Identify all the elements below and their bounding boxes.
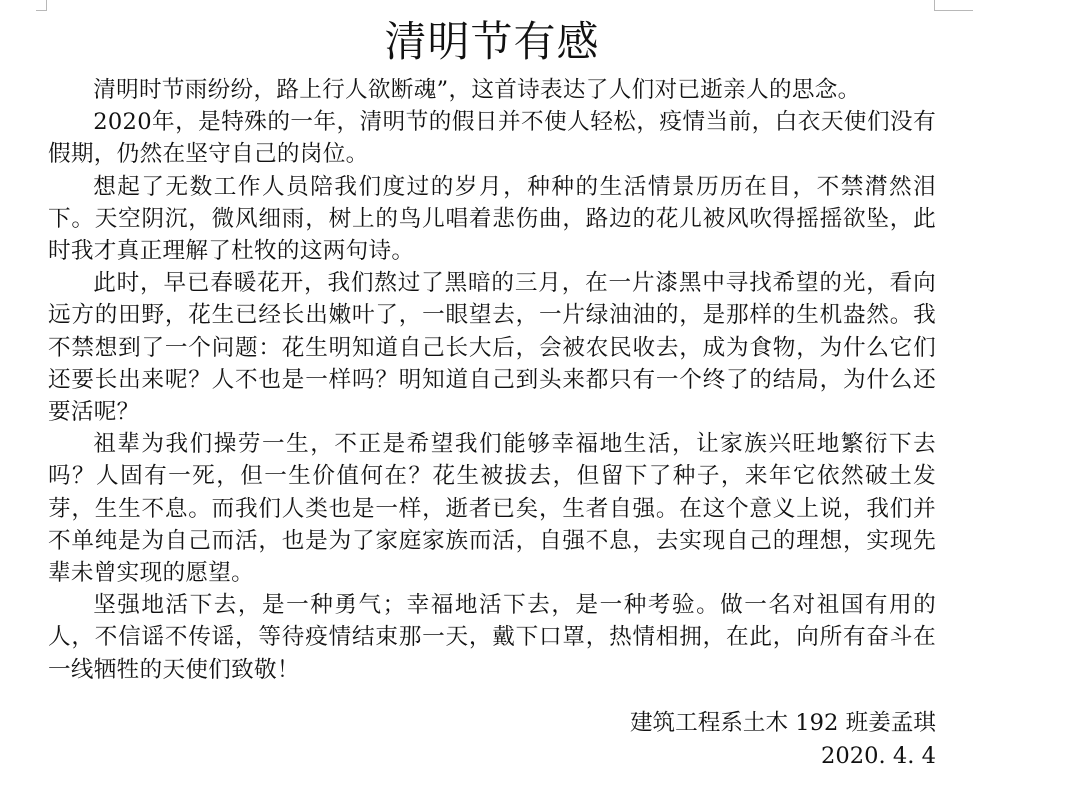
page-corner-marker-left bbox=[36, 0, 47, 11]
page-corner-marker-right bbox=[934, 0, 973, 11]
paragraph-6: 坚强地活下去，是一种勇气；幸福地活下去，是一种考验。做一名对祖国有用的人，不信谣不传谣，等待疫情结束那一天，戴下口罩，热情相拥，在此，向所有奋斗在一线牺牲的天使们致敬！ bbox=[48, 592, 936, 683]
document-body bbox=[48, 74, 936, 686]
paragraph-3: 想起了无数工作人员陪我们度过的岁月，种种的生活情景历历在目，不禁潸然泪下。天空阴沉，微风细雨，树上的鸟儿唱着悲伤曲，路边的花儿被风吹得摇摇欲坠，此时我才真正理解了杜牧的这两句诗。 bbox=[48, 173, 936, 265]
document-title: 清明节有感 bbox=[384, 17, 600, 66]
signature-date: 2020. 4. 4 bbox=[821, 743, 936, 769]
signature-block bbox=[630, 707, 936, 773]
paragraph-4: 此时，早已春暖花开，我们熬过了黑暗的三月，在一片漆黑中寻找希望的光，看向远方的田野，花生已经长出嫩叶了，一眼望去，一片绿油油的，是那样的生机盎然。我不禁想到了一个问题：花生明知道自己长大后，会被农民收去，成为食物，为什么它们还要长出来呢？人不也是一样吗？明知道自己到头来都只有一个终了的结局，为什么还要活呢？ bbox=[48, 270, 936, 426]
paragraph-2: 2020年，是特殊的一年，清明节的假日并不使人轻松，疫情当前，白衣天使们没有假期，仍然在坚守自己的岗位。 bbox=[48, 109, 936, 168]
paragraph-5: 祖辈为我们操劳一生，不正是希望我们能够幸福地生活，让家族兴旺地繁衍下去吗？人固有一死，但一生价值何在？花生被拔去，但留下了种子，来年它依然破土发芽，生生不息。而我们人类也是一样，逝者已矣，生者自强。在这个意义上说，我们并不单纯是为自己而活，也是为了家庭家族而活，自强不息，去实现自己的理想，实现先辈未曾实现的愿望。 bbox=[48, 431, 936, 587]
signature-author: 建筑工程系土木 192 班姜孟琪 bbox=[629, 710, 936, 736]
paragraph-1: 清明时节雨纷纷，路上行人欲断魂”，这首诗表达了人们对已逝亲人的思念。 bbox=[93, 77, 861, 103]
